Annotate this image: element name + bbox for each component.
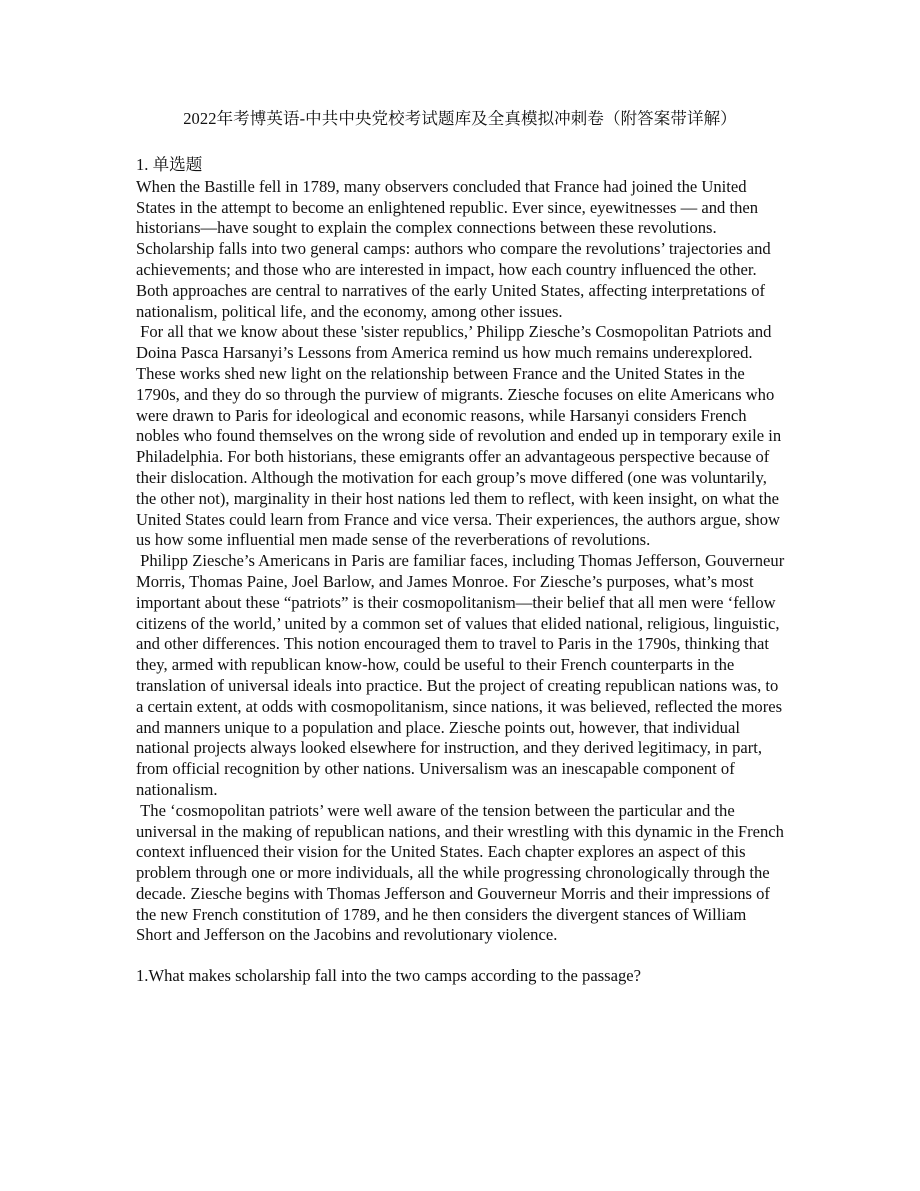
passage-paragraph-4: The ‘cosmopolitan patriots’ were well aware of the tension between the particular and the universal in the making of republican nations, and their wrestling with this dynamic in the French context influenced their vision for the United States. Each chapter explores an aspect of this problem through one or more individuals, all the while progressing chronologically through the decade. Ziesche begins with Thomas Jefferson and Gouverneur Morris and their impressions of the new French constitution of 1789, and he then considers the divergent stances of William Short and Jefferson on the Jacobins and revolutionary violence. [136,800,784,945]
document-title: 2022年考博英语-中共中央党校考试题库及全真模拟冲刺卷（附答案带详解） [183,109,737,128]
passage-paragraph-3: Philipp Ziesche’s Americans in Paris are familiar faces, including Thomas Jefferson, Gouverneur Morris, Thomas Paine, Joel Barlow, and James Monroe. For Ziesche’s purposes, what’s most important about these “patriots” is their cosmopolitanism—their belief that all men were ‘fellow citizens of the world,’ united by a common set of values that elided national, religious, linguistic, and other differences. This notion encouraged them to travel to Paris in the 1790s, thinking that they, armed with republican know-how, could be useful to their French counterparts in the translation of universal ideals into practice. But the project of creating republican nations was, to a certain extent, at odds with cosmopolitanism, since nations, it was believed, reflected the mores and manners unique to a population and place. Ziesche points out, however, that individual national projects always looked elsewhere for instruction, and they derived legitimacy, in part, from official recognition by other nations. Universalism was an inescapable component of nationalism. [136,551,785,799]
section-heading: 1. 单选题 [136,155,203,174]
passage-paragraph-2: For all that we know about these 'sister republics,’ Philipp Ziesche’s Cosmopolitan Patriots and Doina Pasca Harsanyi’s Lessons from America remind us how much remains underexplored. These works shed new light on the relationship between France and the United States in the 1790s, and they do so through the purview of migrants. Ziesche focuses on elite Americans who were drawn to Paris for ideological and economic reasons, while Harsanyi considers French nobles who found themselves on the wrong side of revolution and ended up in temporary exile in Philadelphia. For both historians, these emigrants offer an advantageous perspective because of their dislocation. Although the motivation for each group’s move differed (one was voluntarily, the other not), marginality in their host nations led them to reflect, with keen insight, on what the United States could learn from France and vice versa. Their experiences, the authors argue, show us how some influential men made sense of the reverberations of revolutions. [136,322,782,550]
document-body [136,155,786,987]
passage-paragraph-1: When the Bastille fell in 1789, many observers concluded that France had joined the United States in the attempt to become an enlightened republic. Ever since, eyewitnesses ― and then historians—have sought to explain the complex connections between these revolutions. Scholarship falls into two general camps: authors who compare the revolutions’ trajectories and achievements; and those who are interested in impact, how each country influenced the other. Both approaches are central to narratives of the early United States, affecting interpretations of nationalism, political life, and the economy, among other issues. [136,176,771,321]
question-text: 1.What makes scholarship fall into the two camps according to the passage? [136,966,642,986]
